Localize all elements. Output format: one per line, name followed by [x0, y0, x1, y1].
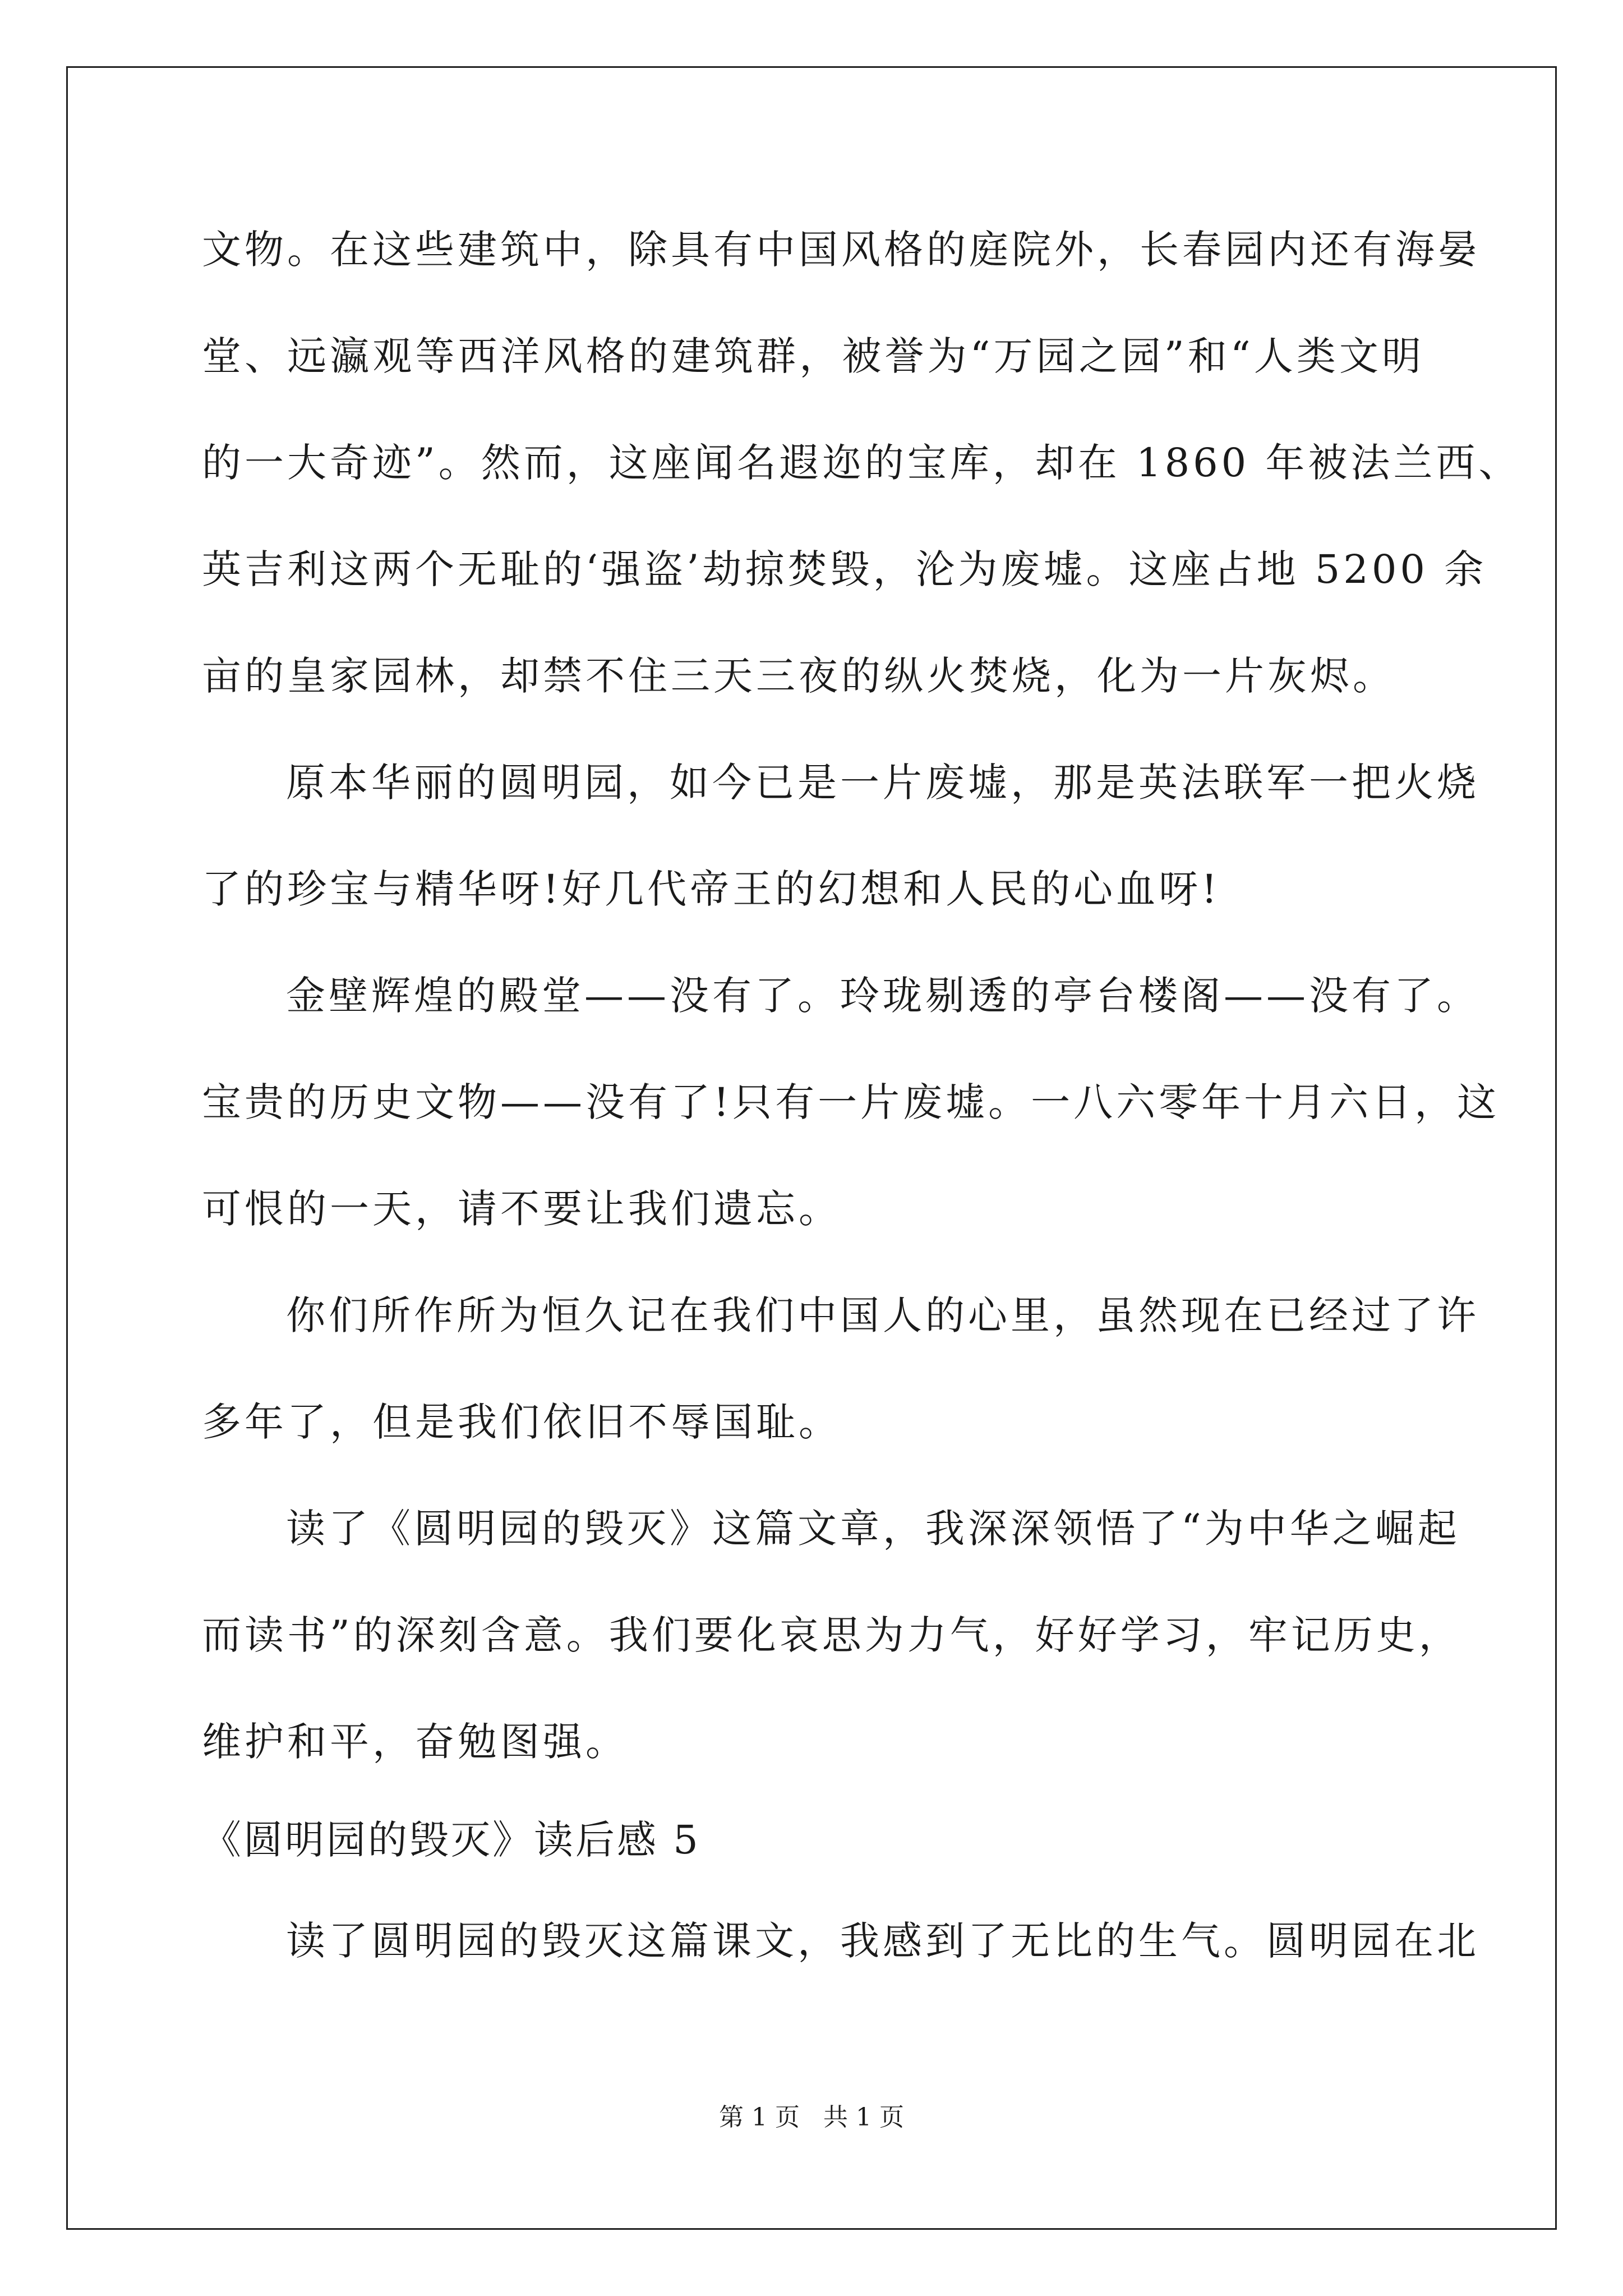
page-number-footer: 第 1 页 共 1 页	[719, 2103, 904, 2132]
paragraph-line: 堂、远瀛观等西洋风格的建筑群，被誉为“万园之园”和“人类文明	[202, 333, 1424, 379]
paragraph-line: 英吉利这两个无耻的‘强盗’劫掠焚毁，沦为废墟。这座占地 5200 余	[202, 546, 1487, 592]
paragraph-line: 文物。在这些建筑中，除具有中国风格的庭院外，长春园内还有海晏	[202, 227, 1481, 273]
paragraph-first-line: 你们所作所为恒久记在我们中国人的心里，虽然现在已经过了许	[286, 1292, 1479, 1338]
paragraph-line: 亩的皇家园林，却禁不住三天三夜的纵火焚烧，化为一片灰烬。	[202, 653, 1395, 699]
paragraph-line: 多年了，但是我们依旧不辱国耻。	[202, 1399, 841, 1445]
paragraph-line: 而读书”的深刻含意。我们要化哀思为力气，好好学习，牢记历史，	[202, 1612, 1461, 1658]
paragraph-first-line: 读了《圆明园的毁灭》这篇文章，我深深领悟了“为中华之崛起	[286, 1506, 1460, 1552]
paragraph-line: 宝贵的历史文物——没有了!只有一片废墟。一八六零年十月六日，这	[202, 1079, 1500, 1125]
paragraph-first-line: 原本华丽的圆明园，如今已是一片废墟，那是英法联军一把火烧	[286, 760, 1479, 806]
paragraph-line: 维护和平，奋勉图强。	[202, 1719, 628, 1765]
page-border	[66, 66, 1557, 2230]
paragraph-first-line: 金壁辉煌的殿堂——没有了。玲珑剔透的亭台楼阁——没有了。	[286, 973, 1479, 1019]
paragraph-first-line: 读了圆明园的毁灭这篇课文，我感到了无比的生气。圆明园在北	[286, 1918, 1479, 1964]
section-heading: 《圆明园的毁灭》读后感 5	[202, 1817, 700, 1863]
paragraph-line: 了的珍宝与精华呀!好几代帝王的幻想和人民的心血呀!	[202, 866, 1221, 912]
paragraph-line: 可恨的一天，请不要让我们遗忘。	[202, 1186, 841, 1232]
paragraph-line: 的一大奇迹”。然而，这座闻名遐迩的宝库，却在 1860 年被法兰西、	[202, 440, 1521, 486]
